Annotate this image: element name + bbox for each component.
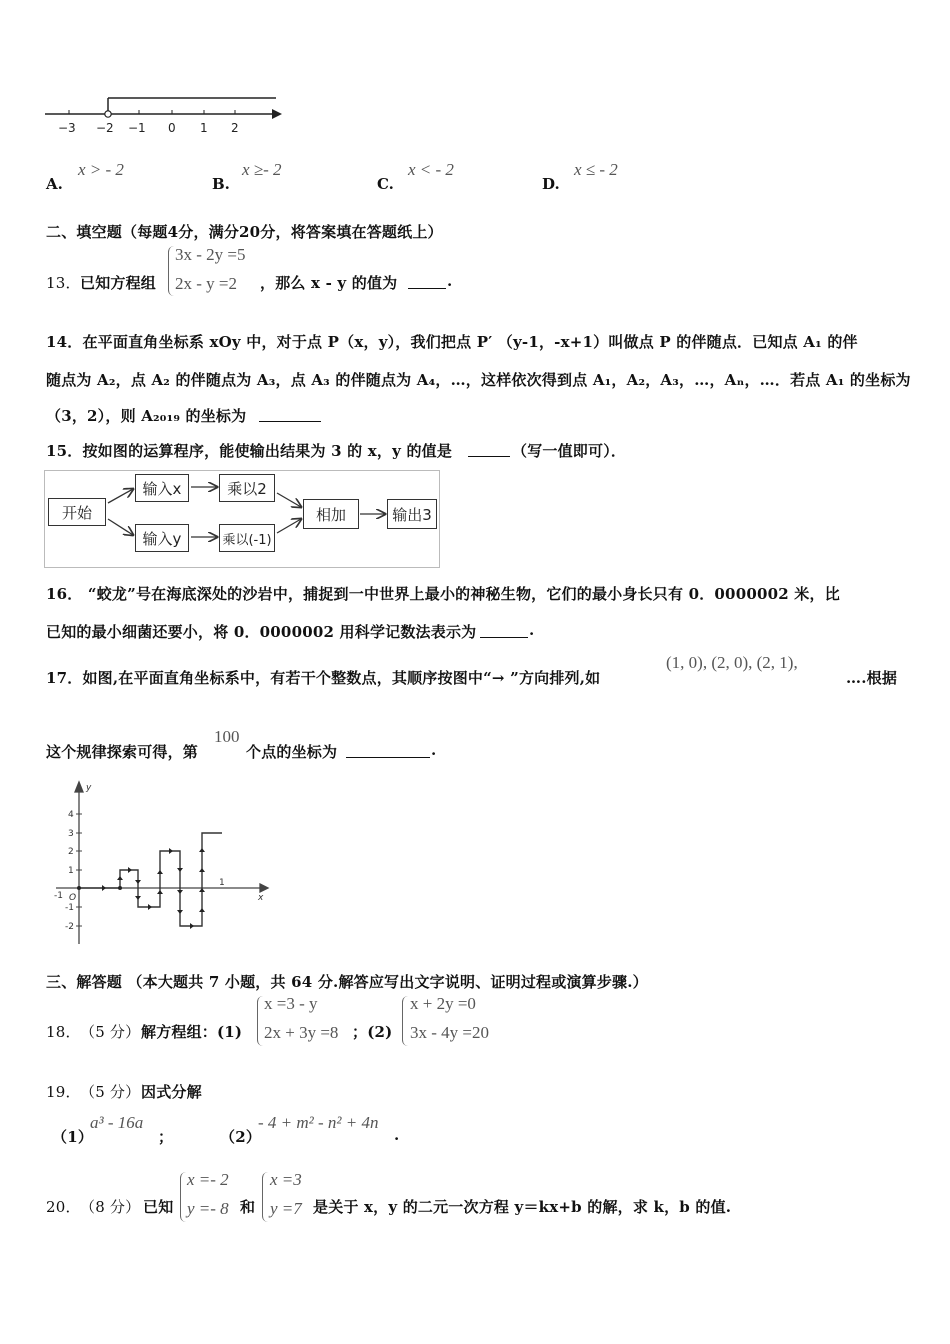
equation: x =- 2	[187, 1170, 229, 1189]
equation: 3x - 4y =20	[410, 1023, 489, 1042]
flow-start: 开始	[48, 498, 106, 526]
system-brace	[180, 1172, 187, 1222]
expression: a³ - 16a	[90, 1113, 144, 1132]
y-tick: 3	[68, 829, 74, 839]
punctuation: .	[394, 1126, 400, 1144]
expression: - 4 + m² - n² + 4n	[258, 1113, 379, 1132]
tick-label: 0	[168, 121, 176, 135]
path-arrow	[177, 910, 183, 914]
y-tick: -2	[65, 922, 74, 932]
y-tick: -1	[65, 903, 74, 913]
question-text: 17．如图,在平面直角坐标系中，有若干个整数点，其顺序按图中“→ ”方向排列,如	[46, 669, 601, 687]
path-arrow	[199, 908, 205, 912]
system-brace	[402, 996, 409, 1046]
question-number: 20．	[46, 1198, 81, 1216]
equation: 2x + 3y =8	[264, 1023, 339, 1042]
question-text: 已知的最小细菌还要小，将 0．0000002 用科学记数法表示为	[46, 623, 477, 641]
y-tick: 2	[68, 847, 74, 857]
equation: 2x - y =2	[175, 274, 237, 293]
option-expr: x ≥- 2	[242, 160, 282, 179]
flowchart	[44, 470, 440, 568]
x-tick: -1	[54, 891, 63, 901]
question-text: 已知	[143, 1198, 174, 1216]
answer-blank[interactable]	[480, 621, 528, 638]
question-text: ；(2)	[352, 1023, 393, 1041]
path-polyline	[79, 833, 222, 926]
punctuation: .	[431, 741, 437, 759]
answer-blank[interactable]	[346, 741, 430, 758]
option-expr: x < - 2	[408, 160, 454, 179]
y-axis-label: y	[86, 783, 92, 793]
question-text: 14．在平面直角坐标系 xOy 中，对于点 P（x，y），我们把点 P′ （y-1，-x+1）叫做点 P 的伴随点．已知点 A₁ 的伴	[46, 333, 858, 351]
path-arrow	[177, 890, 183, 894]
flow-multiply-neg1: 乘以(-1)	[219, 524, 275, 552]
equation: x + 2y =0	[410, 994, 476, 1013]
question-text: 已知方程组	[80, 274, 157, 292]
flow-output: 输出3	[387, 499, 437, 529]
point-index: 100	[214, 727, 240, 746]
question-text: （3，2），则 A₂₀₁₉ 的坐标为	[46, 407, 247, 425]
question-number: 18．	[46, 1023, 81, 1041]
path-arrow	[135, 896, 141, 900]
option-expr: x > - 2	[78, 160, 124, 179]
question-number: 19．	[46, 1083, 81, 1101]
question-text: 是关于 x，y 的二元一次方程 y＝kx+b 的解，求 k，b 的值.	[313, 1198, 732, 1216]
equation: x =3 - y	[264, 994, 318, 1013]
question-text: 因式分解	[141, 1083, 202, 1101]
path-arrow	[190, 923, 194, 929]
option-letter: A.	[46, 175, 63, 193]
path-point	[118, 886, 122, 890]
path-arrow	[199, 848, 205, 852]
path-arrow	[117, 876, 123, 880]
question-text: 这个规律探索可得，第	[46, 743, 199, 761]
question-text: 解方程组：(1)	[141, 1023, 243, 1041]
section-title: 三、解答题 （本大题共 7 小题，共 64 分.解答应写出文字说明、证明过程或演算步骤.）	[46, 973, 648, 991]
flow-add: 相加	[303, 499, 359, 529]
path-arrow	[102, 885, 106, 891]
tick-label: −2	[96, 121, 114, 135]
punctuation: ；	[158, 1128, 174, 1146]
coordinate-graph	[46, 776, 272, 948]
section-title: 二、填空题（每题4分，满分20分，将答案填在答题纸上）	[46, 223, 443, 241]
question-score: （8 分）	[80, 1198, 141, 1216]
flow-input-x: 输入x	[135, 474, 189, 502]
question-text: 16． “蛟龙”号在海底深处的沙岩中，捕捉到一中世界上最小的神秘生物，它们的最小身长只有 0．0000002 米，比	[46, 585, 840, 603]
question-text: 和	[240, 1198, 256, 1216]
option-letter: B.	[212, 175, 230, 193]
question-text: 个点的坐标为	[246, 743, 338, 761]
path-arrow	[128, 867, 132, 873]
path-arrow	[169, 848, 173, 854]
y-tick: 4	[68, 810, 74, 820]
question-text: 15．按如图的运算程序，能使输出结果为 3 的 x，y 的值是	[46, 442, 453, 460]
punctuation: .	[447, 272, 453, 290]
answer-blank[interactable]	[259, 405, 321, 422]
point-list: (1, 0), (2, 0), (2, 1),	[666, 653, 798, 672]
equation: y =7	[270, 1199, 302, 1218]
path-arrow	[199, 868, 205, 872]
x-axis-label: x	[258, 893, 264, 903]
y-tick: 1	[68, 866, 74, 876]
flow-multiply-2: 乘以2	[219, 474, 275, 502]
path-arrow	[157, 890, 163, 894]
answer-blank[interactable]	[408, 272, 446, 289]
question-score: （5 分）	[80, 1083, 141, 1101]
system-brace	[257, 996, 264, 1046]
equation: 3x - 2y =5	[175, 245, 246, 264]
question-number: 13．	[46, 274, 81, 292]
flow-input-y: 输入y	[135, 524, 189, 552]
question-text: ，那么 x - y 的值为	[260, 274, 398, 292]
equation: x =3	[270, 1170, 302, 1189]
tick-label: 1	[200, 121, 208, 135]
answer-blank[interactable]	[468, 440, 510, 457]
system-brace	[168, 246, 175, 296]
tick-label: −3	[58, 121, 76, 135]
x-tick: 1	[219, 878, 225, 888]
question-text: （写一值即可）．	[512, 442, 627, 460]
option-letter: C.	[377, 175, 394, 193]
part-label: （1）	[52, 1128, 94, 1146]
option-letter: D.	[542, 175, 560, 193]
question-score: （5 分）	[80, 1023, 141, 1041]
option-expr: x ≤ - 2	[574, 160, 618, 179]
part-label: （2）	[220, 1128, 262, 1146]
question-text: 随点为 A₂，点 A₂ 的伴随点为 A₃，点 A₃ 的伴随点为 A₄，…，这样依次得到点 A₁，A₂，A₃，…，Aₙ，…．若点 A₁ 的坐标为	[46, 371, 911, 389]
punctuation: .	[529, 621, 535, 639]
path-point	[77, 886, 81, 890]
equation: y =- 8	[187, 1199, 229, 1218]
question-text: ….根据	[846, 669, 898, 687]
path-arrow	[148, 904, 152, 910]
tick-label: −1	[128, 121, 146, 135]
number-line	[40, 92, 290, 140]
path-arrow	[135, 880, 141, 884]
system-brace	[262, 1172, 269, 1222]
tick-label: 2	[231, 121, 239, 135]
path-arrow	[177, 868, 183, 872]
path-arrow	[157, 870, 163, 874]
origin-label: O	[69, 893, 77, 903]
